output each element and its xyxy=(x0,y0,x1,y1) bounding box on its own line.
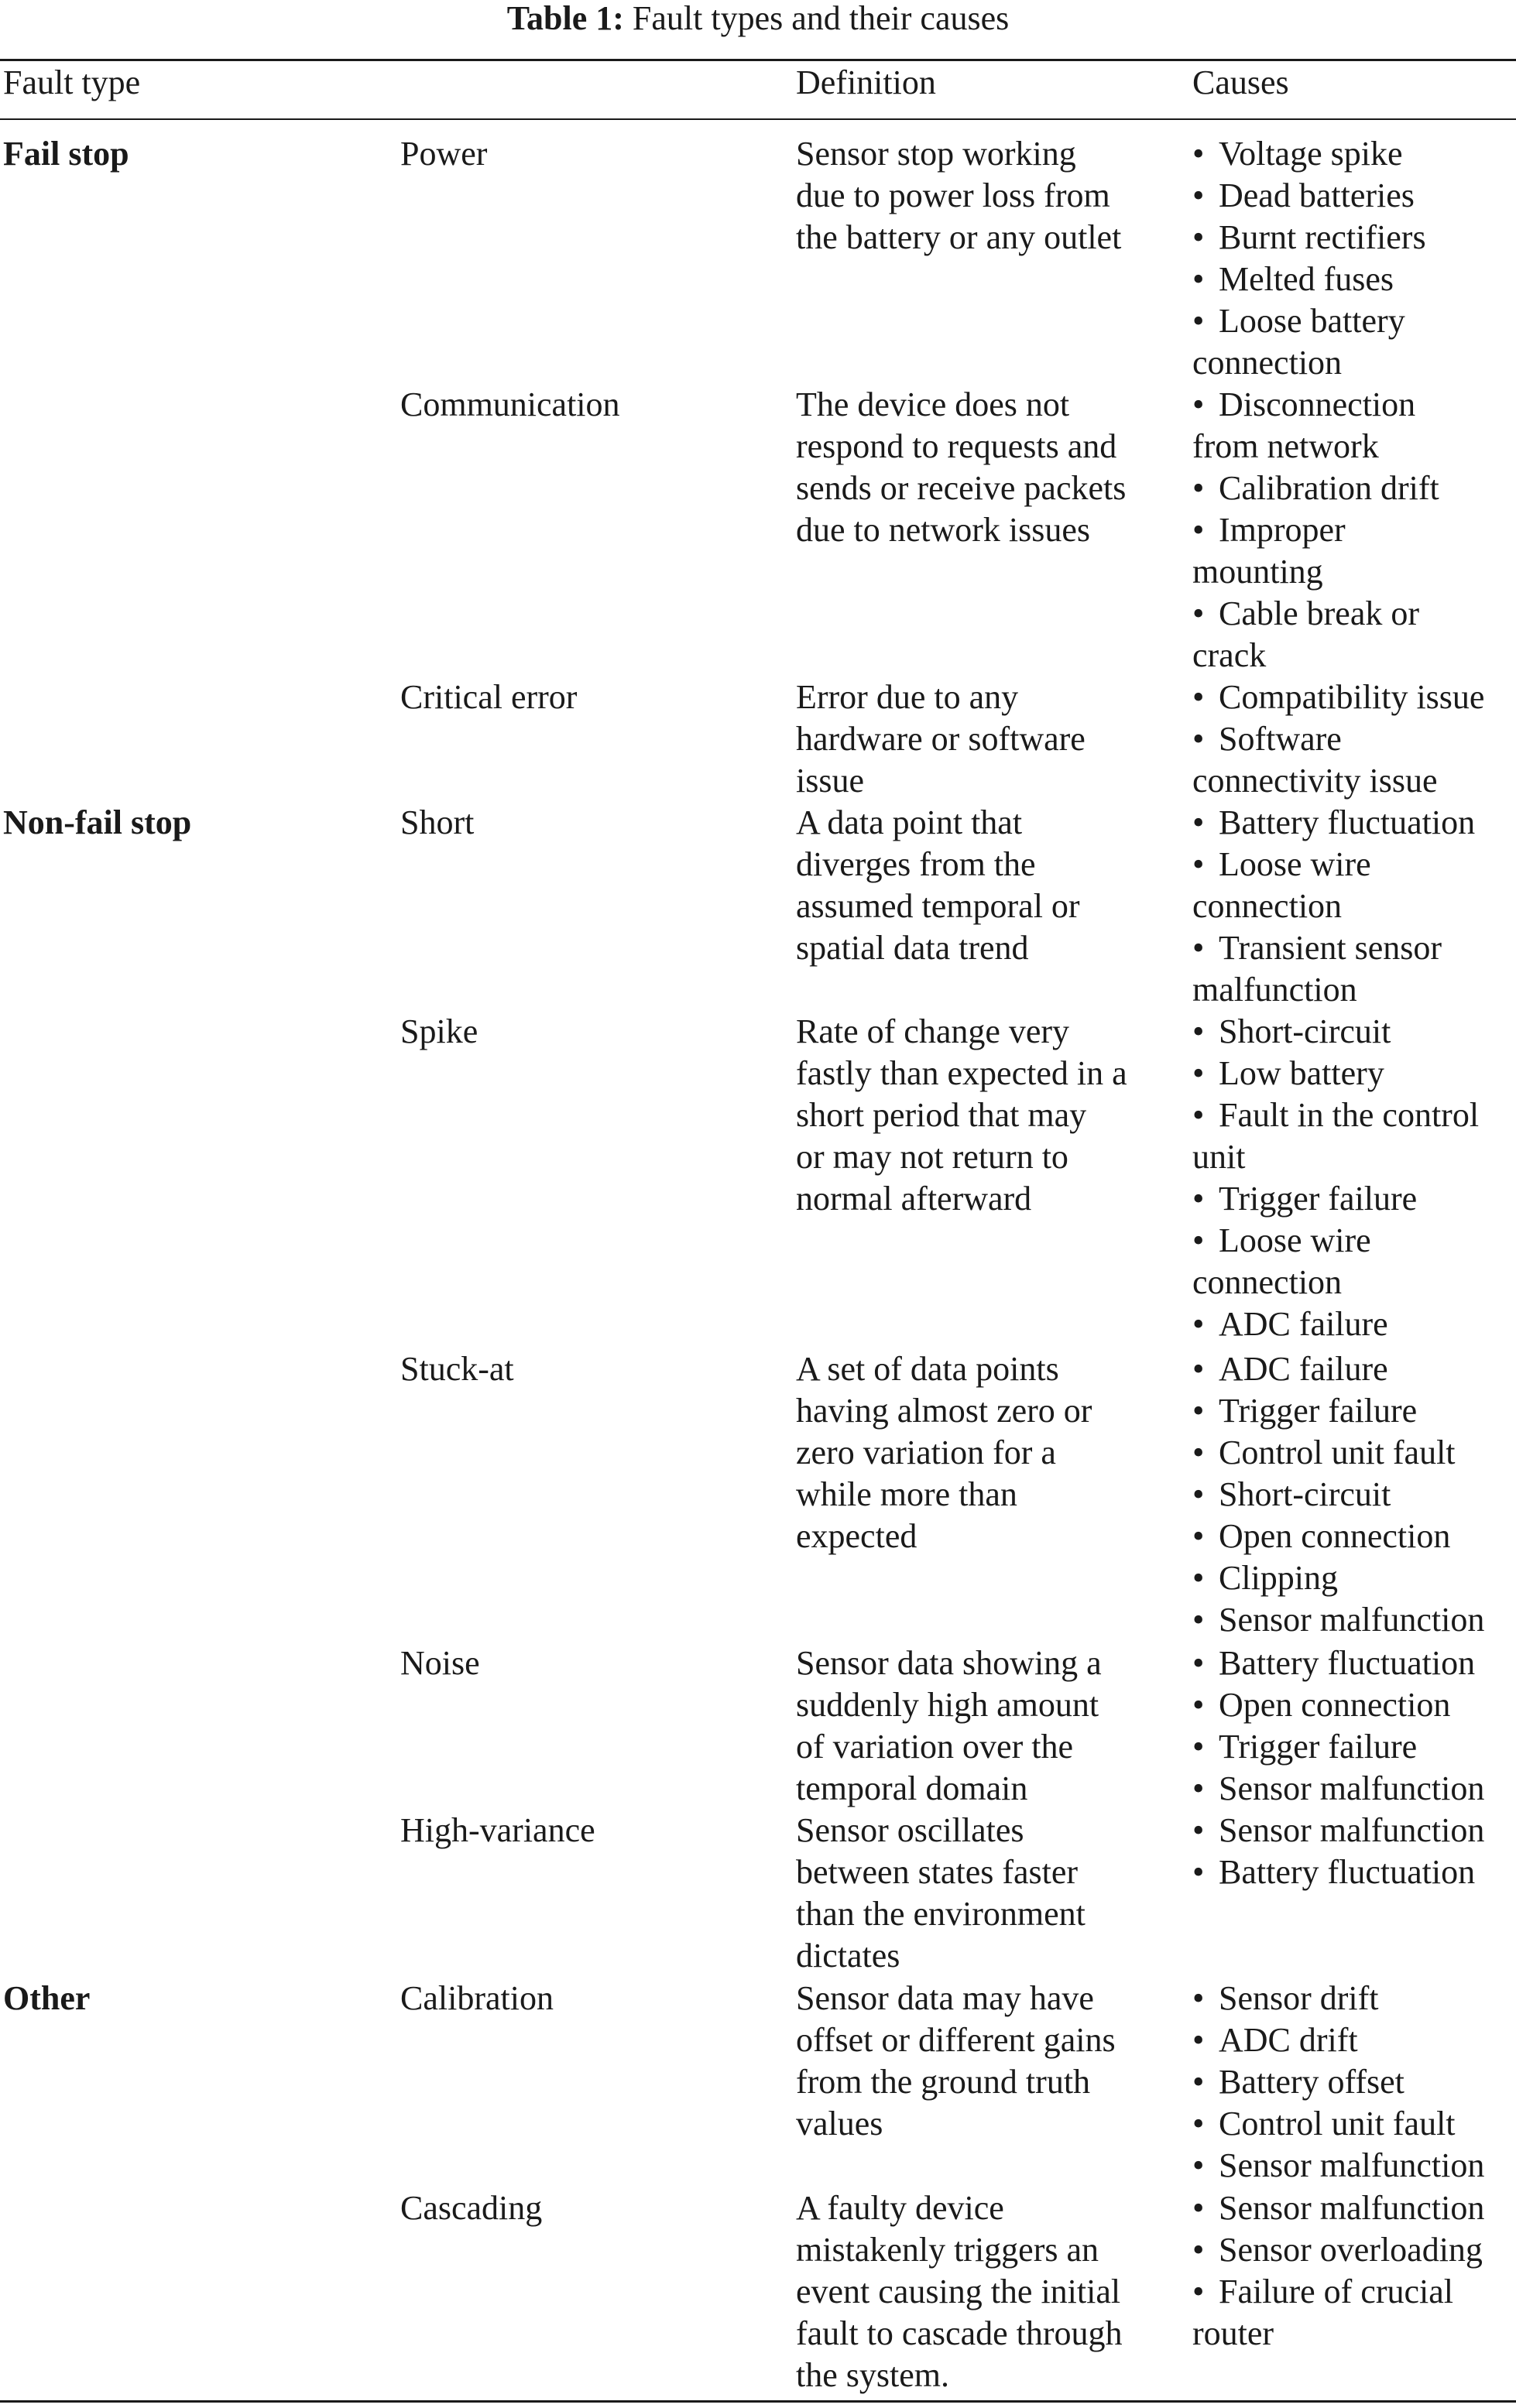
bullet-icon: • xyxy=(1192,1392,1205,1430)
cause-item xyxy=(1192,1053,1516,1094)
bullet-icon: • xyxy=(1192,678,1205,716)
definition-line: dictates xyxy=(796,1937,900,1975)
cause-text: Trigger failure xyxy=(1219,1728,1418,1766)
bullet-icon: • xyxy=(1192,594,1205,632)
cause-item xyxy=(1192,593,1516,677)
cause-item xyxy=(1192,1474,1516,1516)
definition-line: diverges from the xyxy=(796,845,1036,883)
bullet-icon: • xyxy=(1192,135,1205,173)
cause-text: ADC failure xyxy=(1219,1350,1388,1388)
bullet-icon: • xyxy=(1192,2273,1205,2310)
definition-line: Error due to any xyxy=(796,678,1019,716)
bullet-icon: • xyxy=(1192,218,1205,256)
definition-line: due to power loss from xyxy=(796,176,1110,214)
cause-item xyxy=(1192,844,1516,927)
cause-item xyxy=(1192,1432,1516,1474)
cause-text: Short-circuit xyxy=(1219,1012,1391,1050)
bullet-icon: • xyxy=(1192,1475,1205,1513)
cause-text: Battery offset xyxy=(1219,2063,1405,2101)
cause-item xyxy=(1192,1726,1516,1768)
definition-line: A set of data points xyxy=(796,1350,1059,1388)
fault-causes-list xyxy=(1192,2187,1516,2355)
fault-definition xyxy=(796,1642,1175,1810)
definition-line: having almost zero or xyxy=(796,1392,1092,1430)
cause-text: Clipping xyxy=(1219,1559,1339,1597)
cause-text: Compatibility issue xyxy=(1219,678,1485,716)
fault-subtype: Spike xyxy=(400,1012,478,1050)
cause-text: Failure of crucial xyxy=(1219,2273,1453,2310)
cause-text: Trigger failure xyxy=(1219,1180,1418,1218)
cause-text: Open connection xyxy=(1219,1517,1451,1555)
definition-line: or may not return to xyxy=(796,1138,1068,1176)
bullet-icon: • xyxy=(1192,1769,1205,1807)
fault-subtype: Short xyxy=(400,803,475,841)
cause-item xyxy=(1192,1011,1516,1053)
cause-item xyxy=(1192,133,1516,175)
cause-text: Battery fluctuation xyxy=(1219,1853,1476,1891)
fault-definition xyxy=(796,2187,1175,2396)
fault-definition xyxy=(796,1348,1175,1557)
table-top-rule xyxy=(0,59,1516,61)
fault-subtype: Calibration xyxy=(400,1979,554,2017)
fault-subtype: Power xyxy=(400,135,488,173)
bullet-icon: • xyxy=(1192,2231,1205,2269)
bullet-icon: • xyxy=(1192,1811,1205,1849)
definition-line: fault to cascade through xyxy=(796,2314,1123,2352)
definition-line: Sensor data showing a xyxy=(796,1644,1102,1682)
cause-text: Open connection xyxy=(1219,1686,1451,1724)
definition-line: Sensor data may have xyxy=(796,1979,1094,2017)
definition-line: the battery or any outlet xyxy=(796,218,1122,256)
cause-text: Sensor overloading xyxy=(1219,2231,1483,2269)
fault-definition xyxy=(796,1978,1175,2145)
table-bottom-rule xyxy=(0,2400,1516,2403)
cause-text: Software xyxy=(1219,720,1342,758)
definition-line: fastly than expected in a xyxy=(796,1054,1127,1092)
definition-line: A data point that xyxy=(796,803,1023,841)
cause-item xyxy=(1192,927,1516,1011)
cause-item xyxy=(1192,2019,1516,2061)
cause-item xyxy=(1192,718,1516,802)
bullet-icon: • xyxy=(1192,2189,1205,2227)
cause-item xyxy=(1192,1642,1516,1684)
bullet-icon: • xyxy=(1192,1853,1205,1891)
cause-item xyxy=(1192,217,1516,259)
cause-item xyxy=(1192,1851,1516,1893)
cause-text: Loose wire xyxy=(1219,1221,1371,1259)
bullet-icon: • xyxy=(1192,1644,1205,1682)
definition-line: Sensor stop working xyxy=(796,135,1076,173)
fault-subtype: Critical error xyxy=(400,678,578,716)
cause-text: Battery fluctuation xyxy=(1219,803,1476,841)
cause-text: connection xyxy=(1192,1263,1343,1301)
cause-text: ADC failure xyxy=(1219,1305,1388,1343)
cause-text: Sensor drift xyxy=(1219,1979,1379,2017)
table-caption xyxy=(0,0,1516,37)
fault-causes-list xyxy=(1192,677,1516,802)
bullet-icon: • xyxy=(1192,720,1205,758)
header-fault-type: Fault type xyxy=(3,63,141,101)
cause-item xyxy=(1192,175,1516,217)
fault-category: Non-fail stop xyxy=(3,803,192,841)
bullet-icon: • xyxy=(1192,1559,1205,1597)
fault-definition xyxy=(796,1810,1175,1977)
cause-text: malfunction xyxy=(1192,971,1357,1009)
fault-subtype: Noise xyxy=(400,1644,480,1682)
cause-text: Control unit fault xyxy=(1219,2105,1456,2143)
bullet-icon: • xyxy=(1192,803,1205,841)
definition-line: the system. xyxy=(796,2356,949,2394)
bullet-icon: • xyxy=(1192,260,1205,298)
fault-definition xyxy=(796,677,1175,802)
fault-subtype: Cascading xyxy=(400,2189,543,2227)
cause-text: router xyxy=(1192,2314,1274,2352)
fault-category: Other xyxy=(3,1979,91,2017)
definition-line: Sensor oscillates xyxy=(796,1811,1024,1849)
bullet-icon: • xyxy=(1192,1221,1205,1259)
definition-line: normal afterward xyxy=(796,1180,1032,1218)
bullet-icon: • xyxy=(1192,1054,1205,1092)
cause-text: Trigger failure xyxy=(1219,1392,1418,1430)
bullet-icon: • xyxy=(1192,1305,1205,1343)
fault-causes-list xyxy=(1192,133,1516,384)
cause-text: connectivity issue xyxy=(1192,762,1438,800)
cause-text: Calibration drift xyxy=(1219,469,1439,507)
definition-line: short period that may xyxy=(796,1096,1087,1134)
cause-item xyxy=(1192,1094,1516,1178)
cause-item xyxy=(1192,1220,1516,1303)
cause-item xyxy=(1192,2061,1516,2103)
definition-line: of variation over the xyxy=(796,1728,1073,1766)
cause-text: connection xyxy=(1192,887,1343,925)
cause-item xyxy=(1192,2271,1516,2355)
bullet-icon: • xyxy=(1192,2063,1205,2101)
bullet-icon: • xyxy=(1192,1096,1205,1134)
cause-item xyxy=(1192,1599,1516,1641)
table-header-rule xyxy=(0,118,1516,120)
cause-text: ADC drift xyxy=(1219,2021,1358,2059)
cause-item xyxy=(1192,1768,1516,1810)
cause-text: Sensor malfunction xyxy=(1219,1811,1485,1849)
cause-item xyxy=(1192,1178,1516,1220)
definition-line: spatial data trend xyxy=(796,929,1029,967)
cause-item xyxy=(1192,2187,1516,2229)
bullet-icon: • xyxy=(1192,2021,1205,2059)
bullet-icon: • xyxy=(1192,845,1205,883)
fault-subtype: Stuck-at xyxy=(400,1350,514,1388)
cause-item xyxy=(1192,1684,1516,1726)
cause-text: Sensor malfunction xyxy=(1219,1769,1485,1807)
cause-item xyxy=(1192,1557,1516,1599)
bullet-icon: • xyxy=(1192,1517,1205,1555)
fault-subtype: High-variance xyxy=(400,1811,595,1849)
definition-line: between states faster xyxy=(796,1853,1079,1891)
cause-text: from network xyxy=(1192,427,1379,465)
cause-item xyxy=(1192,1516,1516,1557)
cause-text: Loose battery xyxy=(1219,302,1405,340)
cause-text: Loose wire xyxy=(1219,845,1371,883)
definition-line: zero variation for a xyxy=(796,1433,1056,1471)
bullet-icon: • xyxy=(1192,511,1205,549)
cause-text: Melted fuses xyxy=(1219,260,1394,298)
fault-causes-list xyxy=(1192,802,1516,1011)
definition-line: values xyxy=(796,2105,883,2143)
cause-text: unit xyxy=(1192,1138,1246,1176)
cause-item xyxy=(1192,2229,1516,2271)
cause-item xyxy=(1192,1348,1516,1390)
cause-item xyxy=(1192,677,1516,718)
cause-item xyxy=(1192,2145,1516,2187)
cause-text: Improper xyxy=(1219,511,1346,549)
cause-text: crack xyxy=(1192,636,1267,674)
bullet-icon: • xyxy=(1192,1433,1205,1471)
bullet-icon: • xyxy=(1192,1180,1205,1218)
cause-item xyxy=(1192,1978,1516,2019)
cause-text: Burnt rectifiers xyxy=(1219,218,1426,256)
definition-line: issue xyxy=(796,762,864,800)
caption-label: Table 1: xyxy=(506,0,624,37)
bullet-icon: • xyxy=(1192,302,1205,340)
cause-text: Dead batteries xyxy=(1219,176,1415,214)
cause-text: Sensor malfunction xyxy=(1219,1601,1485,1639)
cause-item xyxy=(1192,2103,1516,2145)
definition-line: respond to requests and xyxy=(796,427,1117,465)
definition-line: from the ground truth xyxy=(796,2063,1091,2101)
header-definition: Definition xyxy=(796,63,936,101)
fault-causes-list xyxy=(1192,1348,1516,1641)
definition-line: Rate of change very xyxy=(796,1012,1070,1050)
cause-text: Battery fluctuation xyxy=(1219,1644,1476,1682)
bullet-icon: • xyxy=(1192,469,1205,507)
cause-item xyxy=(1192,300,1516,384)
definition-line: The device does not xyxy=(796,385,1070,423)
fault-causes-list xyxy=(1192,1810,1516,1893)
definition-line: A faulty device xyxy=(796,2189,1004,2227)
cause-text: Transient sensor xyxy=(1219,929,1442,967)
cause-item xyxy=(1192,1390,1516,1432)
cause-item xyxy=(1192,802,1516,844)
bullet-icon: • xyxy=(1192,2105,1205,2143)
cause-text: connection xyxy=(1192,344,1343,382)
bullet-icon: • xyxy=(1192,1601,1205,1639)
fault-causes-list xyxy=(1192,1642,1516,1810)
bullet-icon: • xyxy=(1192,2146,1205,2184)
definition-line: suddenly high amount xyxy=(796,1686,1099,1724)
cause-text: Fault in the control xyxy=(1219,1096,1480,1134)
bullet-icon: • xyxy=(1192,385,1205,423)
definition-line: temporal domain xyxy=(796,1769,1028,1807)
cause-text: Cable break or xyxy=(1219,594,1419,632)
bullet-icon: • xyxy=(1192,1979,1205,2017)
bullet-icon: • xyxy=(1192,929,1205,967)
fault-causes-list xyxy=(1192,1011,1516,1345)
fault-definition xyxy=(796,1011,1175,1220)
cause-item xyxy=(1192,1303,1516,1345)
fault-definition xyxy=(796,384,1175,551)
definition-line: while more than xyxy=(796,1475,1017,1513)
fault-causes-list xyxy=(1192,1978,1516,2187)
header-causes: Causes xyxy=(1192,63,1289,101)
cause-item xyxy=(1192,509,1516,593)
cause-text: Sensor malfunction xyxy=(1219,2189,1485,2227)
fault-definition xyxy=(796,802,1175,969)
cause-item xyxy=(1192,384,1516,468)
definition-line: expected xyxy=(796,1517,917,1555)
definition-line: sends or receive packets xyxy=(796,469,1127,507)
definition-line: than the environment xyxy=(796,1895,1086,1933)
definition-line: mistakenly triggers an xyxy=(796,2231,1099,2269)
caption-title: Fault types and their causes xyxy=(632,0,1010,37)
cause-text: Short-circuit xyxy=(1219,1475,1391,1513)
definition-line: assumed temporal or xyxy=(796,887,1080,925)
cause-item xyxy=(1192,1810,1516,1851)
fault-definition xyxy=(796,133,1175,259)
bullet-icon: • xyxy=(1192,1686,1205,1724)
cause-text: Sensor malfunction xyxy=(1219,2146,1485,2184)
definition-line: event causing the initial xyxy=(796,2273,1121,2310)
cause-item xyxy=(1192,468,1516,509)
fault-causes-list xyxy=(1192,384,1516,677)
fault-subtype: Communication xyxy=(400,385,620,423)
definition-line: hardware or software xyxy=(796,720,1086,758)
cause-text: Disconnection xyxy=(1219,385,1416,423)
cause-text: Control unit fault xyxy=(1219,1433,1456,1471)
cause-text: Low battery xyxy=(1219,1054,1384,1092)
bullet-icon: • xyxy=(1192,1350,1205,1388)
definition-line: offset or different gains xyxy=(796,2021,1116,2059)
bullet-icon: • xyxy=(1192,176,1205,214)
fault-category: Fail stop xyxy=(3,135,129,173)
cause-item xyxy=(1192,259,1516,300)
definition-line: due to network issues xyxy=(796,511,1091,549)
bullet-icon: • xyxy=(1192,1012,1205,1050)
cause-text: Voltage spike xyxy=(1219,135,1403,173)
bullet-icon: • xyxy=(1192,1728,1205,1766)
cause-text: mounting xyxy=(1192,553,1323,591)
